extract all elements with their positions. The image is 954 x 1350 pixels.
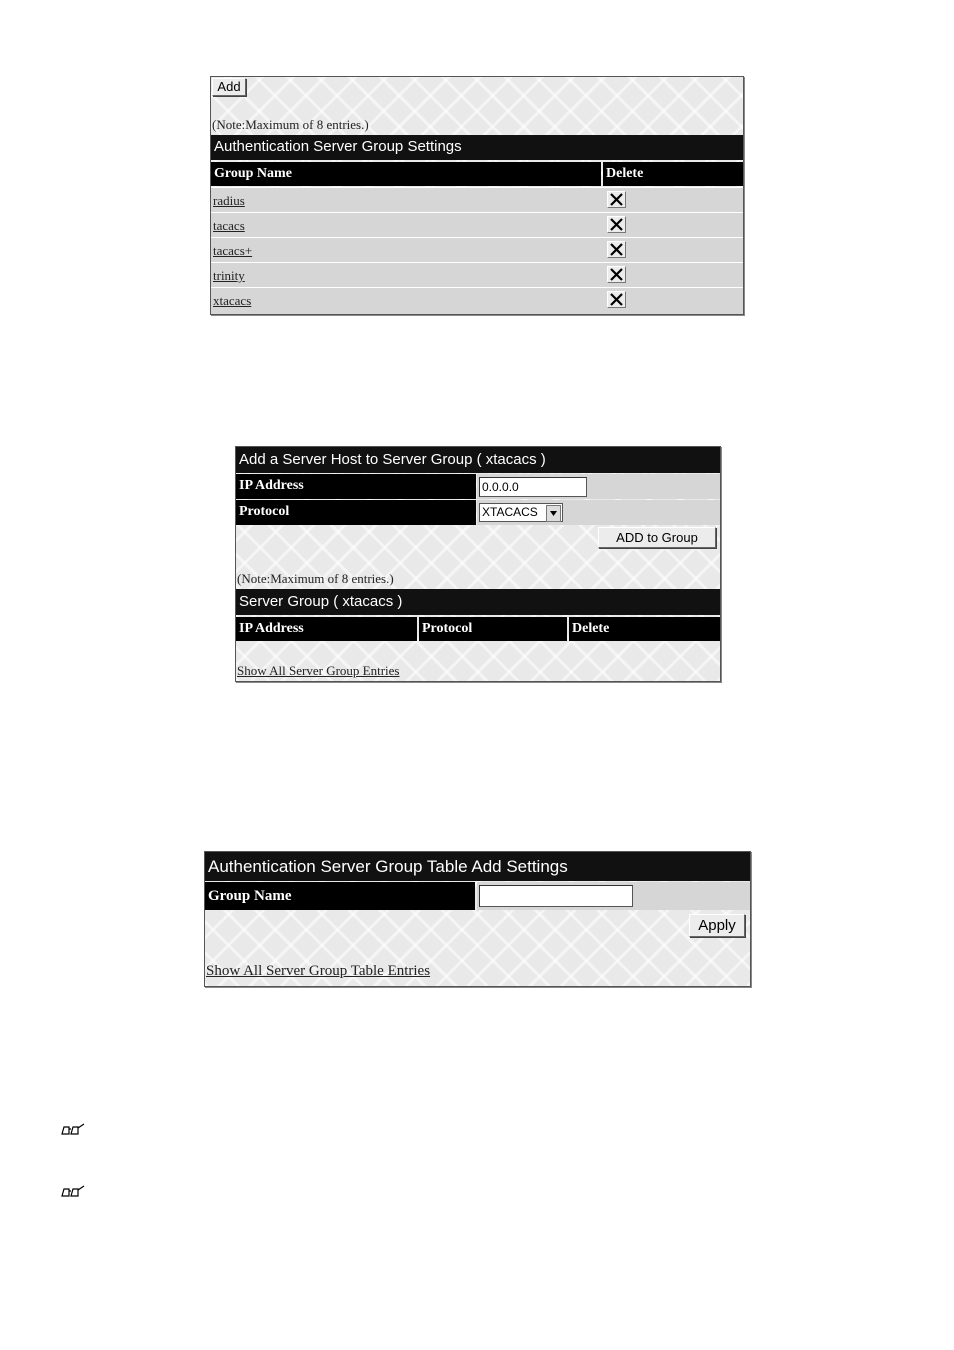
close-x-icon [610,218,623,231]
table-add-panel [204,851,751,987]
col-delete: Delete [569,617,720,641]
protocol-select-value: XTACACS [482,505,538,519]
add-to-group-button[interactable]: ADD to Group [598,527,716,548]
add-host-panel [235,446,721,682]
col-protocol: Protocol [419,617,567,641]
delete-xtacacs-button[interactable] [607,291,626,308]
group-name-cell [477,882,750,910]
group-name-label: Group Name [205,882,475,910]
add-button[interactable]: Add [212,78,246,96]
group-link-radius[interactable]: radius [213,193,245,208]
chevron-down-icon[interactable] [546,505,561,522]
group-settings-title: Authentication Server Group Settings [211,135,743,160]
group-link-trinity[interactable]: trinity [213,268,245,283]
protocol-label: Protocol [236,500,476,525]
close-x-icon [610,268,623,281]
close-x-icon [610,193,623,206]
apply-button[interactable]: Apply [689,914,745,937]
max-entries-note: (Note:Maximum of 8 entries.) [212,117,369,132]
glasses-icon [61,1184,87,1198]
glasses-icon [61,1122,87,1136]
delete-trinity-button[interactable] [607,266,626,283]
table-add-title: Authentication Server Group Table Add Settings [205,852,750,881]
group-link-xtacacs[interactable]: xtacacs [213,293,252,308]
col-ip-address: IP Address [236,617,417,641]
col-group-name: Group Name [211,162,601,186]
table-row [211,287,743,314]
protocol-cell [477,500,720,525]
group-name-input[interactable] [479,885,633,907]
close-x-icon [610,243,623,256]
server-group-title: Server Group ( xtacacs ) [236,589,720,615]
delete-tacacs-plus-button[interactable] [607,241,626,258]
protocol-select[interactable] [479,503,563,522]
ip-address-cell [477,474,720,499]
table-row [211,212,743,237]
delete-radius-button[interactable] [607,191,626,208]
ip-address-input[interactable]: 0.0.0.0 [479,477,587,497]
show-all-server-group-table-entries-link[interactable]: Show All Server Group Table Entries [206,963,431,979]
group-link-tacacs[interactable]: tacacs [213,218,245,233]
col-delete: Delete [603,162,743,186]
table-row [211,187,743,212]
show-all-server-group-entries-link[interactable]: Show All Server Group Entries [237,663,400,678]
group-settings-panel [210,76,744,315]
table-row [211,262,743,287]
close-x-icon [610,293,623,306]
group-link-tacacs-plus[interactable]: tacacs+ [213,243,253,258]
ip-address-label: IP Address [236,474,476,499]
max-entries-note: (Note:Maximum of 8 entries.) [237,571,394,586]
delete-tacacs-button[interactable] [607,216,626,233]
add-host-title: Add a Server Host to Server Group ( xtacacs ) [236,447,720,473]
table-row [211,237,743,262]
